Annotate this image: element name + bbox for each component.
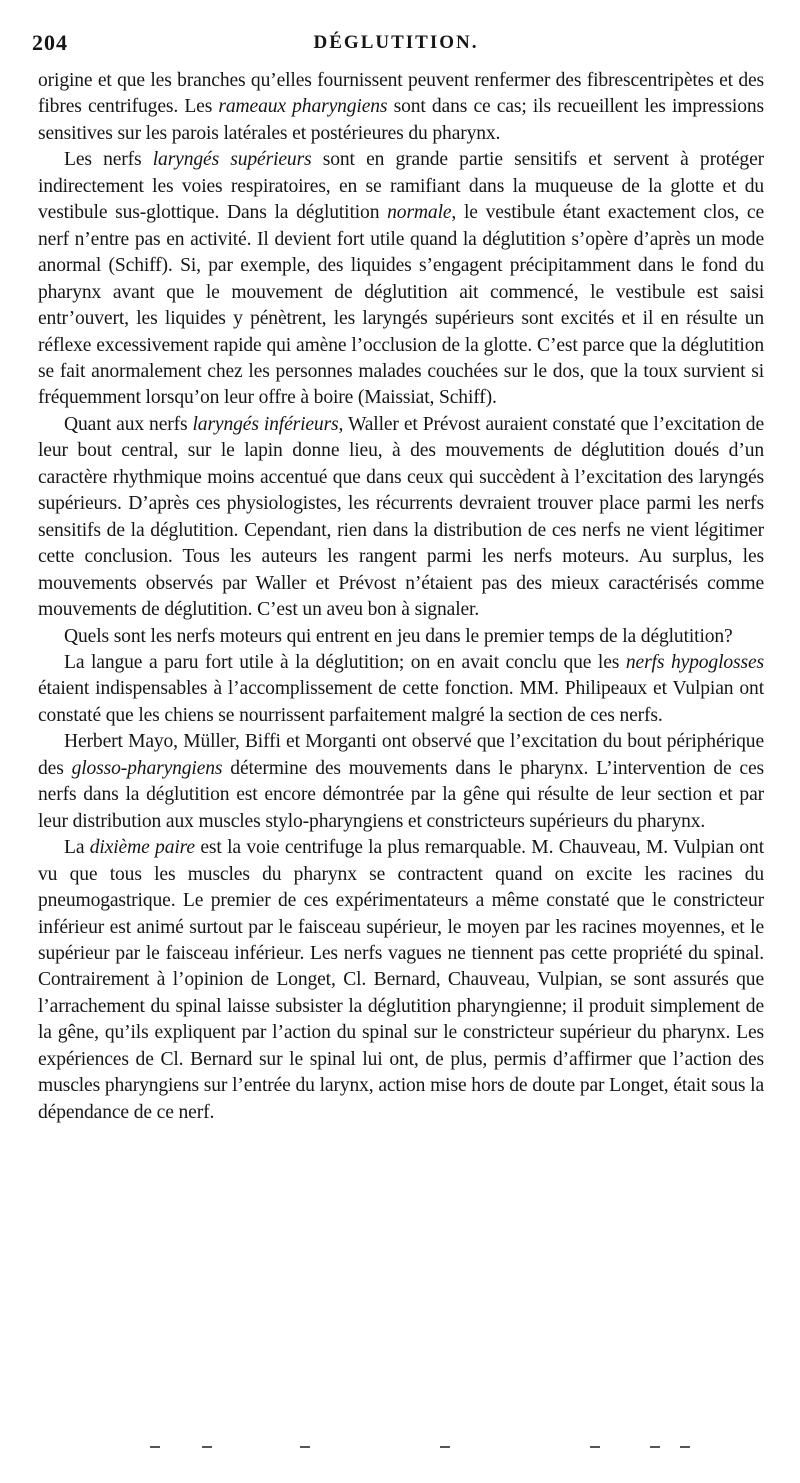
italic-term: glosso-pharyngiens [71,757,223,779]
footer-rule [150,1446,720,1450]
paragraph-text: Les nerfs [64,149,153,171]
italic-term: nerfs hypoglosses [625,651,764,673]
paragraph-text: La langue a paru fort utile à la déglutition; on en avait conclu que les [64,651,626,673]
paragraph-text: Quels sont les nerfs moteurs qui entrent en jeu dans le premier temps de la déglutition? [64,625,733,647]
running-title: DÉGLUTITION. [313,32,479,53]
paragraph [38,835,764,1126]
paragraph-text: , Waller et Prévost auraient constaté que l’excitation de leur bout central, sur le lapin donne lieu, à des mouvements de déglutition doués d’un caractère rhythmique moins accentué que dans ceux qui succèdent à l’excitation des laryngés supérieurs. D’après ces physiologistes, les récurrents devraient trouver place parmi les nerfs sensitifs de la déglutition. Cependant, rien dans la distribution de ces nerfs ne vient légitimer cette conclusion. Tous les auteurs les rangent parmi les nerfs moteurs. Au surplus, les mouvements observés par Waller et Prévost n’étaient pas des mieux caractérisés comme mouvements de déglutition. C’est un aveu bon à signaler. [38,413,764,621]
italic-term: normale [387,202,452,224]
paragraph-text: La [64,837,90,859]
paragraph-text: Quant aux nerfs [64,413,193,435]
paragraph [38,650,764,729]
paragraph [38,729,764,835]
paragraph [38,147,764,412]
running-header [30,30,762,60]
page-number: 204 [32,30,68,55]
paragraph [38,624,764,650]
paragraph-text: étaient indispensables à l’accomplissement de cette fonction. MM. Philipeaux et Vulpian ont constaté que les chiens se nourrissent parfaitement malgré la section de ces nerfs. [38,678,764,726]
paragraph-text: est la voie centrifuge la plus remarquable. M. Chauveau, M. Vulpian ont vu que tous les muscles du pharynx se contractent quand on excite les racines du pneumogastrique. Le premier de ces expérimentateurs a même constaté que le constricteur inférieur est animé surtout par le faisceau supérieur, le moyen par les racines moyennes, et le supérieur par le faisceau inférieur. Les nerfs vagues ne tiennent pas cette propriété du spinal. Contrairement à l’opinion de Longet, Cl. Bernard, Chauveau, Vulpian, se sont assurés que l’arrachement du spinal laisse subsister la déglutition pharyngienne; il produit simplement de la gêne, qu’ils expliquent par l’action du spinal sur le constricteur supérieur du pharynx. Les expériences de Cl. Bernard sur le spinal lui ont, de plus, permis d’affirmer que l’action des muscles pharyngiens sur l’entrée du larynx, action mise hors de doute par Longet, était sous la dépendance de ce nerf. [38,837,764,1123]
paragraph [38,68,764,147]
paragraph-text: détermine des mouvements dans le pharynx. L’intervention de ces nerfs dans la déglutition est encore démontrée par la gêne qui résulte de leur section et par leur distribution aux muscles stylo-pharyngiens et constricteurs supérieurs du pharynx. [38,757,764,832]
paragraph-text: origine et que les branches qu’elles fournissent peuvent renfermer des fibres [38,70,631,91]
body-text [38,68,764,1126]
italic-term: laryngés supérieurs [152,149,312,171]
paragraph-text: , le vestibule étant exactement clos, ce nerf n’entre pas en activité. Il devient fort utile quand la déglutition s’opère d’après un mode anormal (Schiff). Si, par exemple, des liquides s’engagent précipitamment dans le fond du pharynx avant que le mouvement de déglutition ait commencé, le vestibule est saisi entr’ouvert, les liquides y pénètrent, les laryngés supérieurs sont excités et il en résulte un réflexe excessivement rapide qui amène l’occlusion de la glotte. C’est parce que la déglutition se fait anormalement chez les personnes malades couchées sur le dos, que la toux survient si fréquemment lorsqu’on leur offre à boire (Maissiat, Schiff). [38,202,765,409]
italic-term: laryngés inférieurs [192,413,339,435]
paragraph-text: sont en grande partie sensitifs et servent à protéger indirectement les voies respiratoires, en se ramifiant dans la muqueuse de la glotte et du vestibule sus-glottique. Dans la déglutition [38,149,764,224]
paragraph [38,412,764,624]
paragraph-text: sont dans ce cas; ils recueillent les impressions sensitives sur les parois latérales et postérieures du pharynx. [38,96,764,144]
italic-term: dixième paire [89,837,195,859]
italic-term: rameaux pharyngiens [218,96,388,118]
paragraph-text: Herbert Mayo, Müller, Biffi et Morganti ont observé que l’excitation du bout périphérique des [38,731,764,779]
paragraph-text: centripètes et des fibres centrifuges. Les [38,70,765,118]
